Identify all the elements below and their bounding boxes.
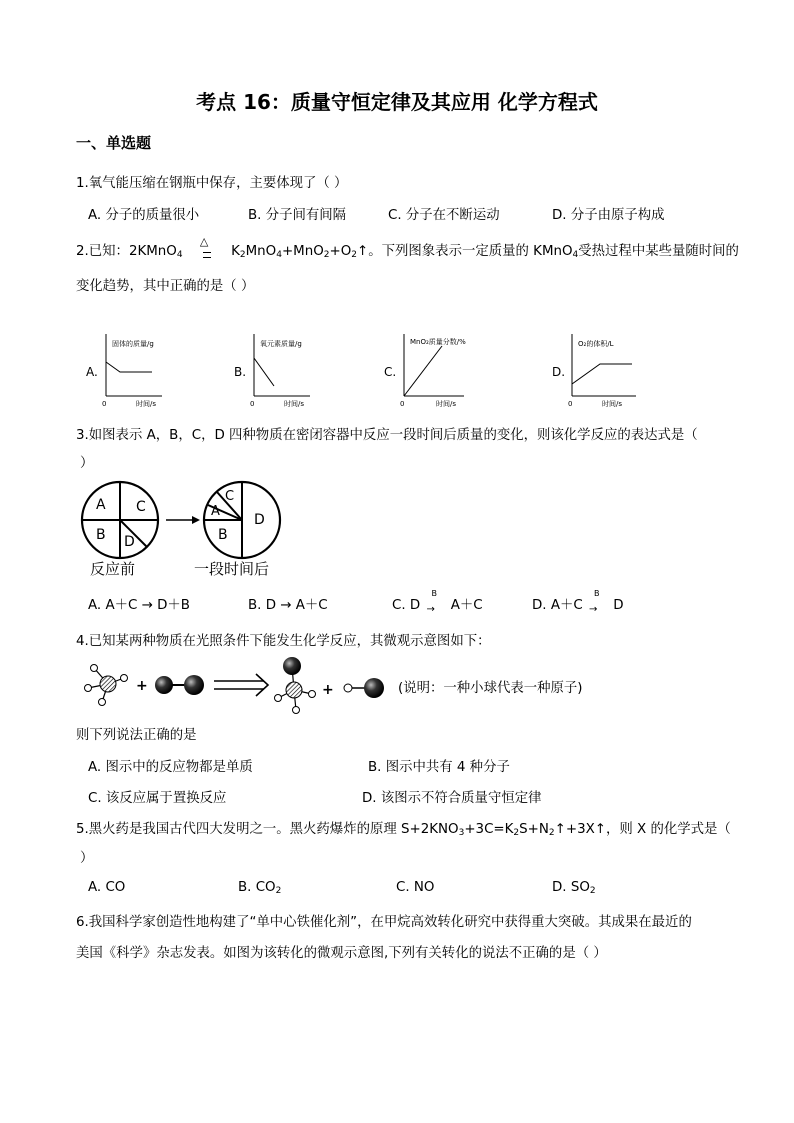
- heat-condition: [187, 235, 227, 258]
- q1-option-c[interactable]: C. 分子在不断运动: [388, 208, 500, 223]
- graph-b[interactable]: [234, 334, 310, 408]
- q4-option-c[interactable]: C. 该反应属于置换反应: [88, 791, 227, 806]
- q3-option-d[interactable]: D. A＋C B → D: [532, 589, 624, 615]
- q3-stem-line2: ）: [80, 456, 94, 471]
- graph-a-letter: A.: [86, 365, 98, 379]
- pie-before-b: B: [96, 527, 106, 543]
- q5-option-b[interactable]: B. $CO_2$: [238, 880, 282, 896]
- q4-stem: 4.已知某两种物质在光照条件下能发生化学反应，其微观示意图如下：: [76, 634, 491, 649]
- graph-c[interactable]: [384, 334, 466, 408]
- q4-follow: 则下列说法正确的是: [76, 728, 197, 743]
- graph-d[interactable]: [552, 334, 636, 408]
- graph-c-xlabel: 时间/s: [436, 400, 457, 408]
- caption-before: 反应前: [90, 560, 136, 578]
- graph-d-letter: D.: [552, 365, 566, 379]
- q5-option-c[interactable]: C. NO: [396, 880, 435, 895]
- product-molecule-1: [275, 657, 316, 714]
- pie-before-c: C: [136, 499, 146, 515]
- plus-sign: +: [322, 682, 334, 698]
- section-heading: 一、单选题: [76, 134, 152, 152]
- product-molecule-2: [344, 678, 384, 698]
- q5-stem-line1: 5.黑火药是我国古代四大发明之一。黑火药爆炸的原理 $S+2KNO_3+3C=K_2S+N_2↑+3X↑$，则 X 的化学式是（: [76, 822, 731, 838]
- pie-after-c: C: [225, 489, 235, 504]
- q6-stem-line2: 美国《科学》杂志发表。如图为该转化的微观示意图,下列有关转化的说法不正确的是（ ）: [76, 946, 607, 961]
- pie-before-d: D: [124, 534, 135, 550]
- pie-before-a: A: [96, 497, 106, 513]
- q3-option-b[interactable]: B. D → A＋C: [248, 598, 328, 613]
- graph-c-letter: C.: [384, 365, 397, 379]
- q2-stem-line2: 变化趋势，其中正确的是（ ）: [76, 279, 255, 294]
- pie-after-d: D: [254, 512, 265, 528]
- q3-option-a[interactable]: A. A＋C → D＋B: [88, 598, 190, 613]
- q5-option-d[interactable]: D. $SO_2$: [552, 880, 596, 896]
- pie-after-a: A: [211, 504, 220, 519]
- graph-d-ylabel: O₂的体积/L: [578, 340, 614, 348]
- graph-a-origin: 0: [102, 400, 107, 408]
- graph-c-ylabel: MnO₂质量分数/%: [410, 338, 466, 346]
- page-title: 考点 16：质量守恒定律及其应用 化学方程式: [196, 90, 598, 114]
- delta-symbol: △: [199, 235, 209, 248]
- q6-stem-line1: 6.我国科学家创造性地构建了“单中心铁催化剂”，在甲烷高效转化研究中获得重大突破。其成果在最近的: [76, 915, 692, 930]
- graph-c-origin: 0: [400, 400, 405, 408]
- graph-a[interactable]: [86, 334, 162, 408]
- q4-option-d[interactable]: D. 该图示不符合质量守恒定律: [362, 791, 542, 806]
- graph-a-ylabel: 固体的质量/g: [112, 340, 154, 348]
- q3-stem-line1: 3.如图表示 A，B，C，D 四种物质在密闭容器中反应一段时间后质量的变化，则该化学反应的表达式是（: [76, 428, 698, 443]
- pie-before: [82, 482, 158, 558]
- q1-option-d[interactable]: D. 分子由原子构成: [552, 208, 665, 223]
- q5-stem-line2: ）: [80, 851, 94, 866]
- q4-molecule-diagram: [80, 652, 410, 716]
- graph-b-origin: 0: [250, 400, 255, 408]
- q1-option-a[interactable]: A. 分子的质量很小: [88, 208, 200, 223]
- reactant-molecule-1: [85, 665, 128, 706]
- q1-option-b[interactable]: B. 分子间有间隔: [248, 208, 347, 223]
- q2-graphs: [80, 326, 720, 412]
- q4-note: (说明：一种小球代表一种原子): [398, 681, 583, 696]
- catalyst-label: B: [594, 589, 600, 598]
- pie-after: [204, 482, 280, 558]
- q1-stem: 1.氧气能压缩在钢瓶中保存，主要体现了（ ）: [76, 176, 348, 191]
- graph-b-xlabel: 时间/s: [284, 400, 305, 408]
- q4-option-a[interactable]: A. 图示中的反应物都是单质: [88, 760, 253, 775]
- q4-option-b[interactable]: B. 图示中共有 4 种分子: [368, 760, 510, 775]
- graph-a-xlabel: 时间/s: [136, 400, 157, 408]
- reactant-molecule-2: [155, 675, 204, 695]
- graph-d-xlabel: 时间/s: [602, 400, 623, 408]
- q3-pie-diagram: [76, 478, 306, 578]
- caption-after: 一段时间后: [194, 560, 270, 578]
- catalyst-label: B: [431, 589, 437, 598]
- graph-d-origin: 0: [568, 400, 573, 408]
- graph-b-letter: B.: [234, 365, 247, 379]
- q3-option-c[interactable]: C. D B → A＋C: [392, 589, 483, 615]
- double-arrow-icon: [214, 674, 268, 696]
- q2-stem-line1: 2.已知：2KMnO$_4$ △ $K_2MnO_4+MnO_2+O_2↑$。下列图象表示一定质量的 KMnO$_4$受热过程中某些量随时间的: [76, 235, 739, 260]
- q5-option-a[interactable]: A. CO: [88, 880, 126, 895]
- pie-after-b: B: [218, 527, 228, 543]
- arrow-icon: [166, 516, 200, 524]
- graph-b-ylabel: 氧元素质量/g: [260, 340, 302, 348]
- plus-sign: +: [136, 678, 148, 694]
